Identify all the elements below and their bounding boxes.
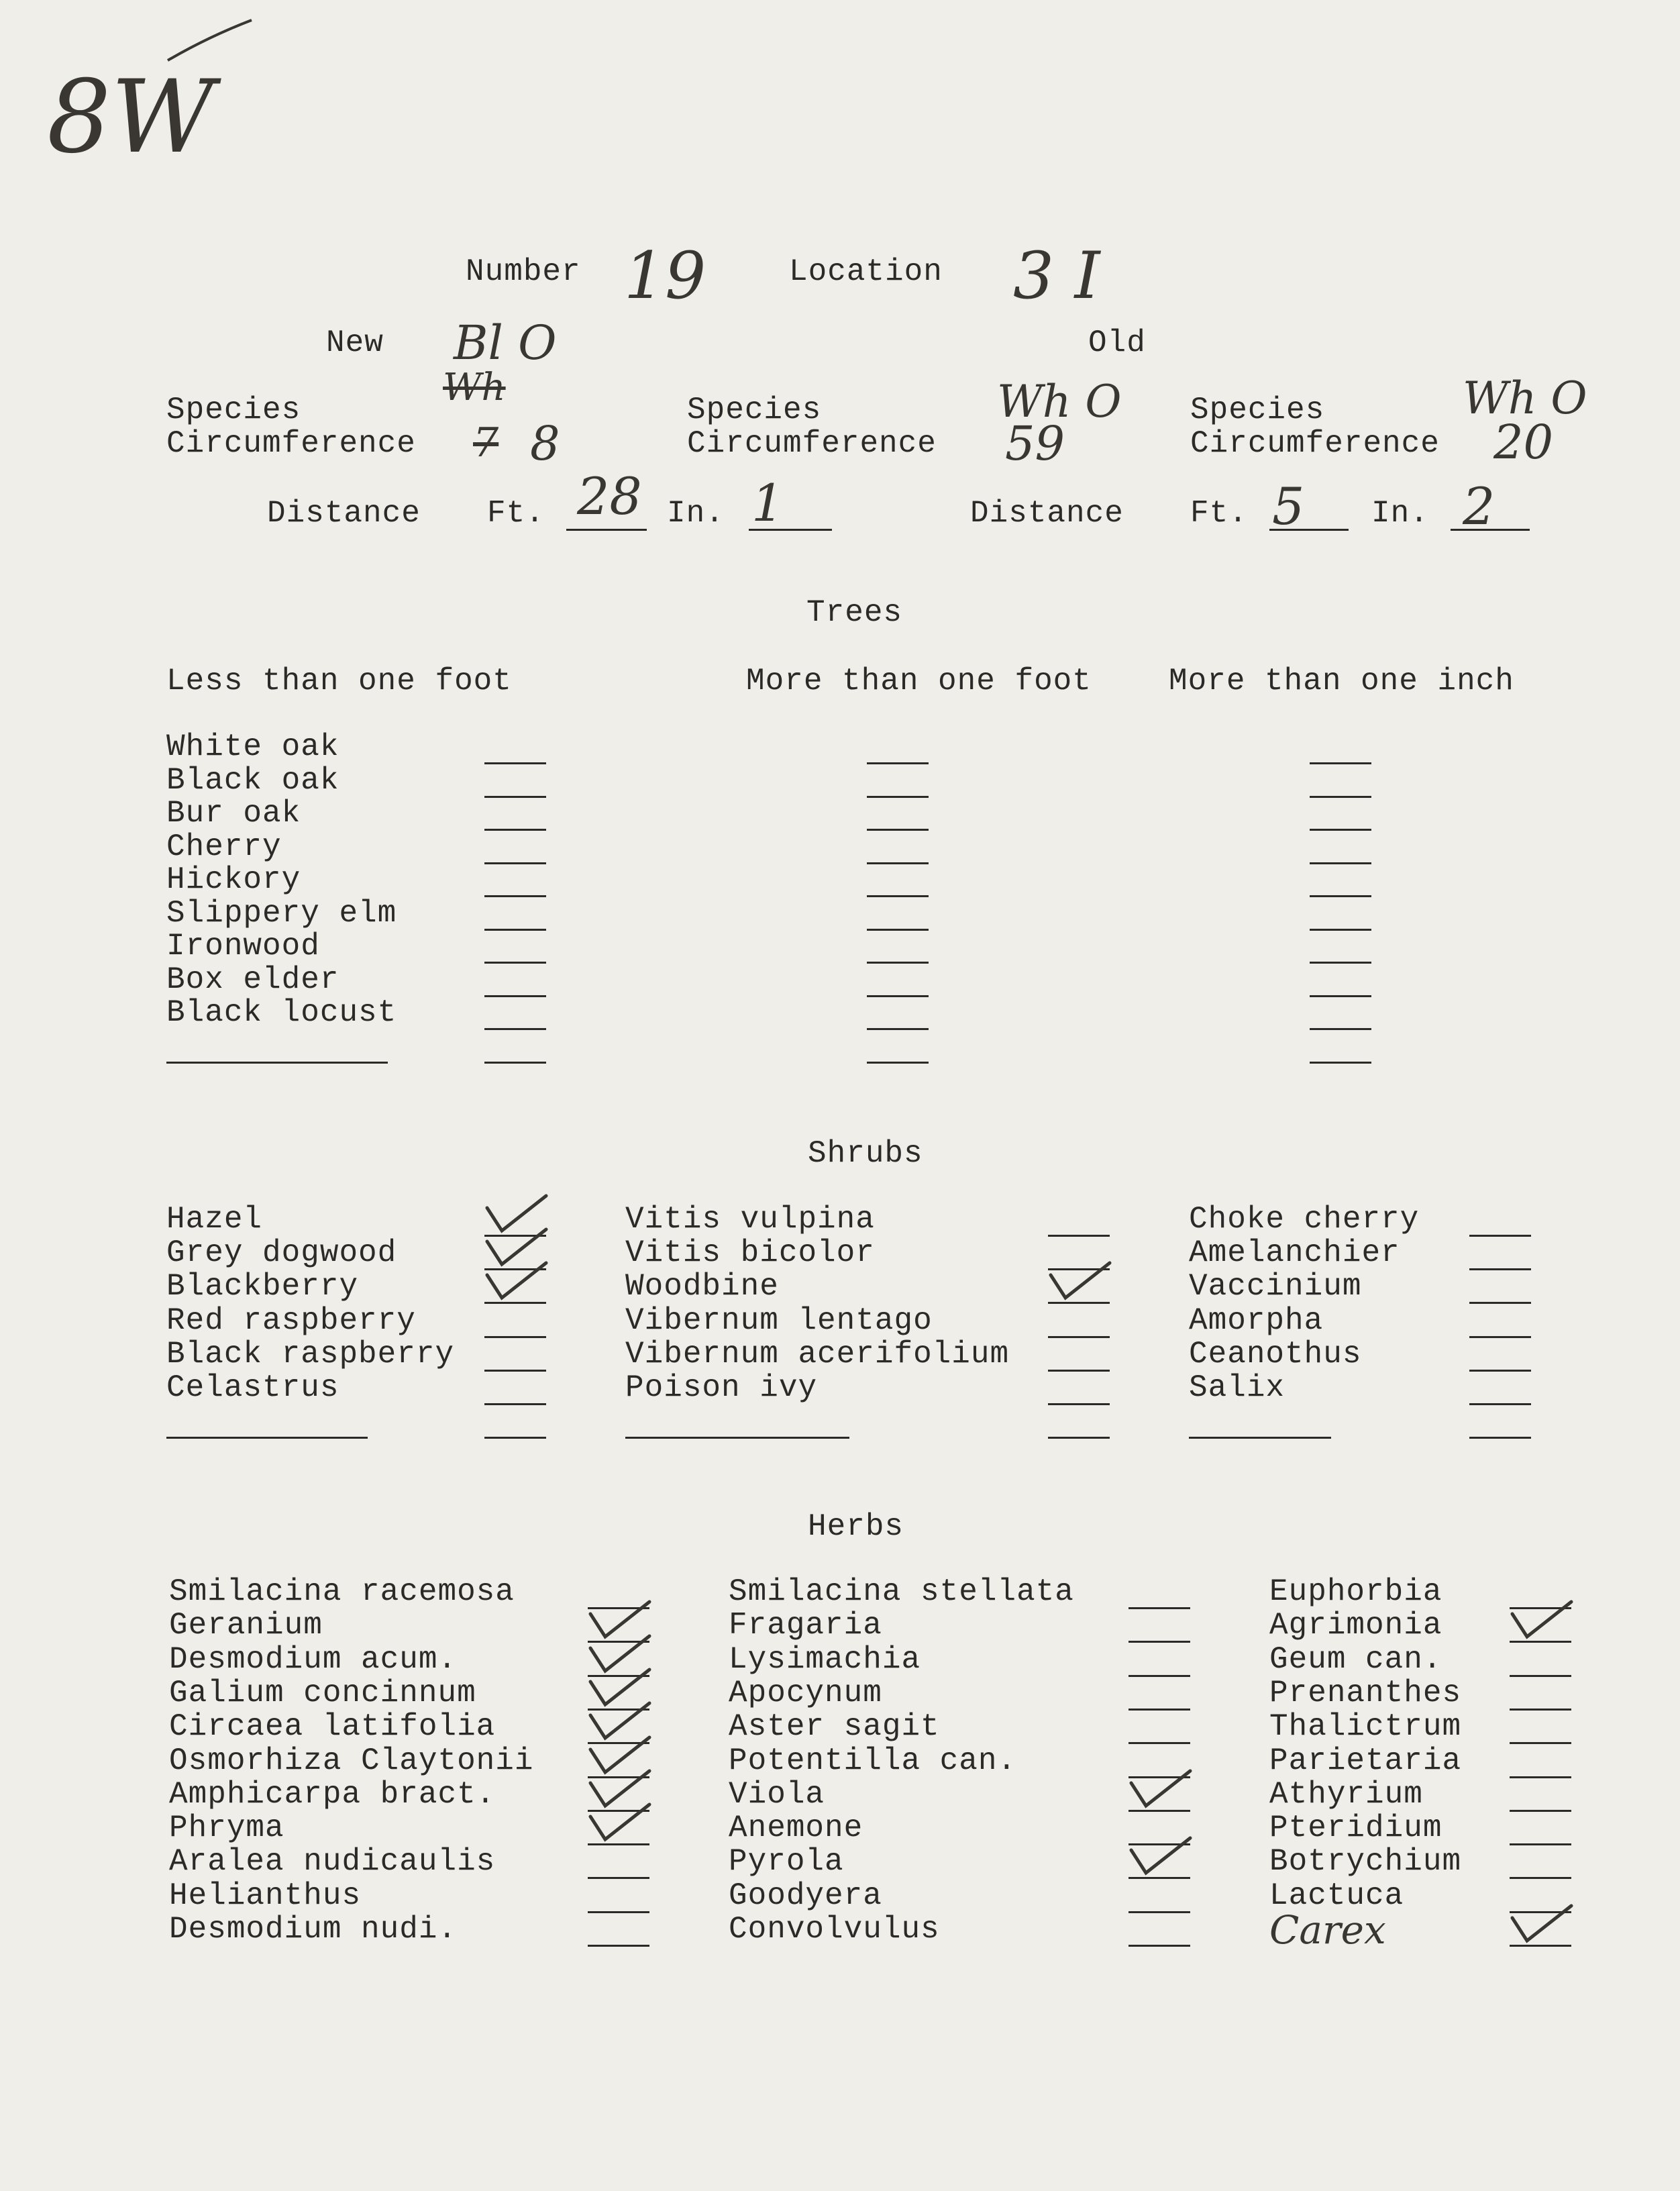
- shrub-species-label: Vitis bicolor: [625, 1235, 875, 1270]
- number-value: 19: [624, 238, 706, 313]
- location-value: 3 I: [1013, 238, 1100, 313]
- shrub-species-label: Vibernum acerifolium: [625, 1337, 1010, 1372]
- tree-tally-blank[interactable]: [1310, 862, 1371, 864]
- herb-species-label: Carex: [1269, 1907, 1386, 1953]
- old1-ft-value: 5: [1272, 476, 1305, 536]
- herb-check-blank[interactable]: [588, 1742, 649, 1744]
- herb-check-blank[interactable]: [1128, 1742, 1190, 1744]
- shrub-species-label: Salix: [1189, 1370, 1285, 1405]
- tree-tally-blank[interactable]: [484, 995, 546, 997]
- herb-check-blank[interactable]: [1128, 1877, 1190, 1879]
- corner-note: 8W: [47, 59, 215, 176]
- herb-check-blank[interactable]: [1128, 1641, 1190, 1643]
- new-distance-label: Distance: [267, 496, 421, 531]
- tree-species-label: Hickory: [166, 862, 301, 897]
- shrub-check-blank[interactable]: [484, 1302, 546, 1304]
- tree-tally-blank[interactable]: [1310, 1028, 1371, 1030]
- herb-species-label: Anemone: [729, 1811, 863, 1845]
- shrub-species-label: Red raspberry: [166, 1303, 416, 1338]
- old1-in-underline: [1451, 529, 1530, 531]
- old2-circumference-label: Circumference: [1190, 426, 1440, 461]
- tree-tally-blank[interactable]: [484, 796, 546, 798]
- herb-check-blank[interactable]: [588, 1641, 649, 1643]
- shrub-write-in-blank[interactable]: [1189, 1437, 1331, 1439]
- herb-species-label: Thalictrum: [1269, 1709, 1462, 1744]
- herb-check-blank[interactable]: [1128, 1675, 1190, 1677]
- tree-tally-blank[interactable]: [867, 895, 929, 897]
- herb-check-blank[interactable]: [1510, 1843, 1571, 1845]
- herb-species-label: Osmorhiza Claytonii: [169, 1743, 534, 1778]
- tree-species-label: Box elder: [166, 962, 339, 997]
- tree-tally-blank[interactable]: [1310, 929, 1371, 931]
- old1-circumference-value: 59: [1005, 416, 1065, 471]
- shrub-species-label: Vaccinium: [1189, 1269, 1362, 1304]
- tree-tally-blank[interactable]: [1310, 1062, 1371, 1064]
- shrub-check-blank[interactable]: [484, 1370, 546, 1372]
- old2-circumference-value: 20: [1493, 415, 1554, 470]
- old1-circumference-label: Circumference: [687, 426, 937, 461]
- herb-species-label: Desmodium nudi.: [169, 1912, 458, 1947]
- herb-species-label: Geum can.: [1269, 1642, 1442, 1677]
- herb-species-label: Aralea nudicaulis: [169, 1844, 496, 1879]
- herb-species-label: Viola: [729, 1777, 825, 1812]
- herb-check-blank[interactable]: [1510, 1641, 1571, 1643]
- tree-species-label: Bur oak: [166, 796, 301, 831]
- herb-species-label: Circaea latifolia: [169, 1709, 496, 1744]
- new-species-struck: Wh: [443, 366, 506, 409]
- new-species-value: Bl O: [454, 315, 557, 370]
- herb-check-blank[interactable]: [588, 1675, 649, 1677]
- old-heading: Old: [1088, 325, 1146, 360]
- herbs-heading: Herbs: [808, 1509, 904, 1544]
- old1-species-value: Wh O: [997, 376, 1122, 427]
- herb-check-blank[interactable]: [1510, 1810, 1571, 1812]
- number-label: Number: [466, 254, 581, 289]
- new-ft-underline: [566, 529, 647, 531]
- tree-tally-blank[interactable]: [1310, 796, 1371, 798]
- tree-species-label: Black locust: [166, 995, 397, 1030]
- herb-check-blank[interactable]: [588, 1607, 649, 1609]
- shrub-species-label: Black raspberry: [166, 1337, 455, 1372]
- herb-species-label: Euphorbia: [1269, 1574, 1442, 1609]
- herb-species-label: Apocynum: [729, 1676, 882, 1711]
- trees-column-heading: More than one inch: [1169, 664, 1514, 699]
- herb-check-blank[interactable]: [1510, 1911, 1571, 1913]
- new-species-label: Species: [166, 393, 301, 427]
- herb-check-blank[interactable]: [588, 1843, 649, 1845]
- tree-tally-blank[interactable]: [867, 929, 929, 931]
- shrub-check-blank[interactable]: [1048, 1403, 1110, 1405]
- tree-tally-blank[interactable]: [1310, 962, 1371, 964]
- tree-tally-blank[interactable]: [1310, 995, 1371, 997]
- herb-check-blank[interactable]: [588, 1776, 649, 1778]
- shrub-check-blank[interactable]: [1469, 1302, 1531, 1304]
- tree-species-label: Slippery elm: [166, 896, 397, 931]
- shrub-species-label: Grey dogwood: [166, 1235, 397, 1270]
- old1-species-label: Species: [687, 393, 822, 427]
- tree-species-label: White oak: [166, 729, 339, 764]
- herb-species-label: Desmodium acum.: [169, 1642, 458, 1677]
- tree-tally-blank[interactable]: [867, 1062, 929, 1064]
- herb-species-label: Smilacina stellata: [729, 1574, 1074, 1609]
- shrub-species-label: Celastrus: [166, 1370, 339, 1405]
- shrub-check-blank[interactable]: [484, 1235, 546, 1237]
- herb-species-label: Athyrium: [1269, 1777, 1423, 1812]
- old1-ft-label: Ft.: [1190, 496, 1248, 531]
- herb-check-blank[interactable]: [588, 1709, 649, 1711]
- herb-check-blank[interactable]: [1128, 1810, 1190, 1812]
- tree-tally-blank[interactable]: [867, 995, 929, 997]
- herb-check-blank[interactable]: [1128, 1945, 1190, 1947]
- trees-column-heading: More than one foot: [746, 664, 1092, 699]
- tree-species-label: Cherry: [166, 829, 282, 864]
- herb-check-blank[interactable]: [1128, 1709, 1190, 1711]
- herb-species-label: Goodyera: [729, 1878, 882, 1913]
- herb-check-blank[interactable]: [1128, 1776, 1190, 1778]
- herb-species-label: Potentilla can.: [729, 1743, 1017, 1778]
- herb-species-label: Phryma: [169, 1811, 284, 1845]
- tree-tally-blank[interactable]: [867, 829, 929, 831]
- new-in-label: In.: [667, 496, 725, 531]
- herb-check-blank[interactable]: [588, 1945, 649, 1947]
- shrub-write-in-blank[interactable]: [166, 1437, 368, 1439]
- herb-check-blank[interactable]: [588, 1810, 649, 1812]
- tree-tally-blank[interactable]: [867, 1028, 929, 1030]
- shrub-check-blank[interactable]: [1469, 1336, 1531, 1338]
- shrub-species-label: Vitis vulpina: [625, 1202, 875, 1237]
- shrub-check-blank[interactable]: [484, 1268, 546, 1270]
- tree-tally-blank[interactable]: [484, 862, 546, 864]
- tree-tally-blank[interactable]: [484, 1062, 546, 1064]
- shrub-check-blank[interactable]: [1048, 1235, 1110, 1237]
- trees-column-heading: Less than one foot: [166, 664, 512, 699]
- shrub-species-label: Ceanothus: [1189, 1337, 1362, 1372]
- old1-in-label: In.: [1371, 496, 1429, 531]
- trees-heading: Trees: [806, 595, 903, 630]
- tree-tally-blank[interactable]: [1310, 895, 1371, 897]
- old1-ft-underline: [1269, 529, 1349, 531]
- shrub-check-blank[interactable]: [484, 1336, 546, 1338]
- herb-species-label: Aster sagit: [729, 1709, 940, 1744]
- herb-species-label: Parietaria: [1269, 1743, 1462, 1778]
- herb-species-label: Amphicarpa bract.: [169, 1777, 496, 1812]
- herb-species-label: Botrychium: [1269, 1844, 1462, 1879]
- new-circumference-struck: 7: [473, 419, 499, 466]
- herb-check-blank[interactable]: [1510, 1607, 1571, 1609]
- new-ft-value: 28: [577, 466, 642, 526]
- location-label: Location: [789, 254, 943, 289]
- herb-species-label: Geranium: [169, 1608, 323, 1643]
- herb-species-label: Fragaria: [729, 1608, 882, 1643]
- tree-tally-blank[interactable]: [1310, 829, 1371, 831]
- tree-tally-blank[interactable]: [484, 829, 546, 831]
- herb-check-blank[interactable]: [1510, 1675, 1571, 1677]
- shrub-check-blank[interactable]: [484, 1403, 546, 1405]
- old2-species-value: Wh O: [1463, 372, 1587, 424]
- herb-check-blank[interactable]: [1510, 1742, 1571, 1744]
- herb-species-label: Galium concinnum: [169, 1676, 476, 1711]
- checkmark: [487, 1196, 546, 1231]
- old1-distance-label: Distance: [970, 496, 1124, 531]
- herb-check-blank[interactable]: [1510, 1709, 1571, 1711]
- new-heading: New: [326, 325, 384, 360]
- herb-check-blank[interactable]: [588, 1911, 649, 1913]
- tree-tally-blank[interactable]: [484, 895, 546, 897]
- tree-species-label: Black oak: [166, 763, 339, 798]
- shrub-check-blank[interactable]: [1469, 1437, 1531, 1439]
- herb-species-label: Agrimonia: [1269, 1608, 1442, 1643]
- herb-species-label: Helianthus: [169, 1878, 362, 1913]
- herb-check-blank[interactable]: [1128, 1843, 1190, 1845]
- shrub-check-blank[interactable]: [1048, 1302, 1110, 1304]
- herb-check-blank[interactable]: [588, 1877, 649, 1879]
- shrub-species-label: Vibernum lentago: [625, 1303, 933, 1338]
- shrub-check-blank[interactable]: [1469, 1370, 1531, 1372]
- herb-species-label: Pteridium: [1269, 1811, 1442, 1845]
- shrub-species-label: Hazel: [166, 1202, 263, 1237]
- shrub-check-blank[interactable]: [1469, 1268, 1531, 1270]
- shrub-species-label: Woodbine: [625, 1269, 779, 1304]
- new-in-underline: [749, 529, 832, 531]
- herb-check-blank[interactable]: [1128, 1607, 1190, 1609]
- herb-species-label: Pyrola: [729, 1844, 844, 1879]
- tree-species-label: Ironwood: [166, 929, 320, 964]
- shrub-check-blank[interactable]: [1469, 1403, 1531, 1405]
- tree-tally-blank[interactable]: [867, 762, 929, 764]
- new-circumference-label: Circumference: [166, 426, 416, 461]
- new-circumference-value: 8: [530, 416, 560, 471]
- tree-write-in-blank[interactable]: [166, 1062, 388, 1064]
- tree-tally-blank[interactable]: [867, 862, 929, 864]
- shrub-check-blank[interactable]: [1048, 1336, 1110, 1338]
- herb-check-blank[interactable]: [1510, 1945, 1571, 1947]
- tree-tally-blank[interactable]: [484, 1028, 546, 1030]
- shrub-species-label: Amelanchier: [1189, 1235, 1400, 1270]
- herb-species-label: Lysimachia: [729, 1642, 921, 1677]
- tree-tally-blank[interactable]: [1310, 762, 1371, 764]
- herb-check-blank[interactable]: [1510, 1877, 1571, 1879]
- herb-species-label: Prenanthes: [1269, 1676, 1462, 1711]
- new-ft-label: Ft.: [487, 496, 545, 531]
- shrub-species-label: Blackberry: [166, 1269, 359, 1304]
- shrubs-heading: Shrubs: [808, 1136, 923, 1171]
- new-in-value: 1: [751, 473, 784, 533]
- herb-check-blank[interactable]: [1128, 1911, 1190, 1913]
- tree-tally-blank[interactable]: [484, 929, 546, 931]
- shrub-check-blank[interactable]: [1048, 1437, 1110, 1439]
- herb-species-label: Lactuca: [1269, 1878, 1404, 1913]
- shrub-species-label: Choke cherry: [1189, 1202, 1420, 1237]
- shrub-check-blank[interactable]: [1048, 1268, 1110, 1270]
- shrub-species-label: Poison ivy: [625, 1370, 818, 1405]
- tree-tally-blank[interactable]: [867, 796, 929, 798]
- shrub-write-in-blank[interactable]: [625, 1437, 849, 1439]
- herb-species-label: Convolvulus: [729, 1912, 940, 1947]
- old2-species-label: Species: [1190, 393, 1325, 427]
- tree-tally-blank[interactable]: [484, 962, 546, 964]
- herb-check-blank[interactable]: [1510, 1776, 1571, 1778]
- tree-tally-blank[interactable]: [867, 962, 929, 964]
- shrub-species-label: Amorpha: [1189, 1303, 1324, 1338]
- herb-species-label: Smilacina racemosa: [169, 1574, 515, 1609]
- shrub-check-blank[interactable]: [484, 1437, 546, 1439]
- shrub-check-blank[interactable]: [1469, 1235, 1531, 1237]
- old1-in-value: 2: [1463, 476, 1495, 536]
- shrub-check-blank[interactable]: [1048, 1370, 1110, 1372]
- tree-tally-blank[interactable]: [484, 762, 546, 764]
